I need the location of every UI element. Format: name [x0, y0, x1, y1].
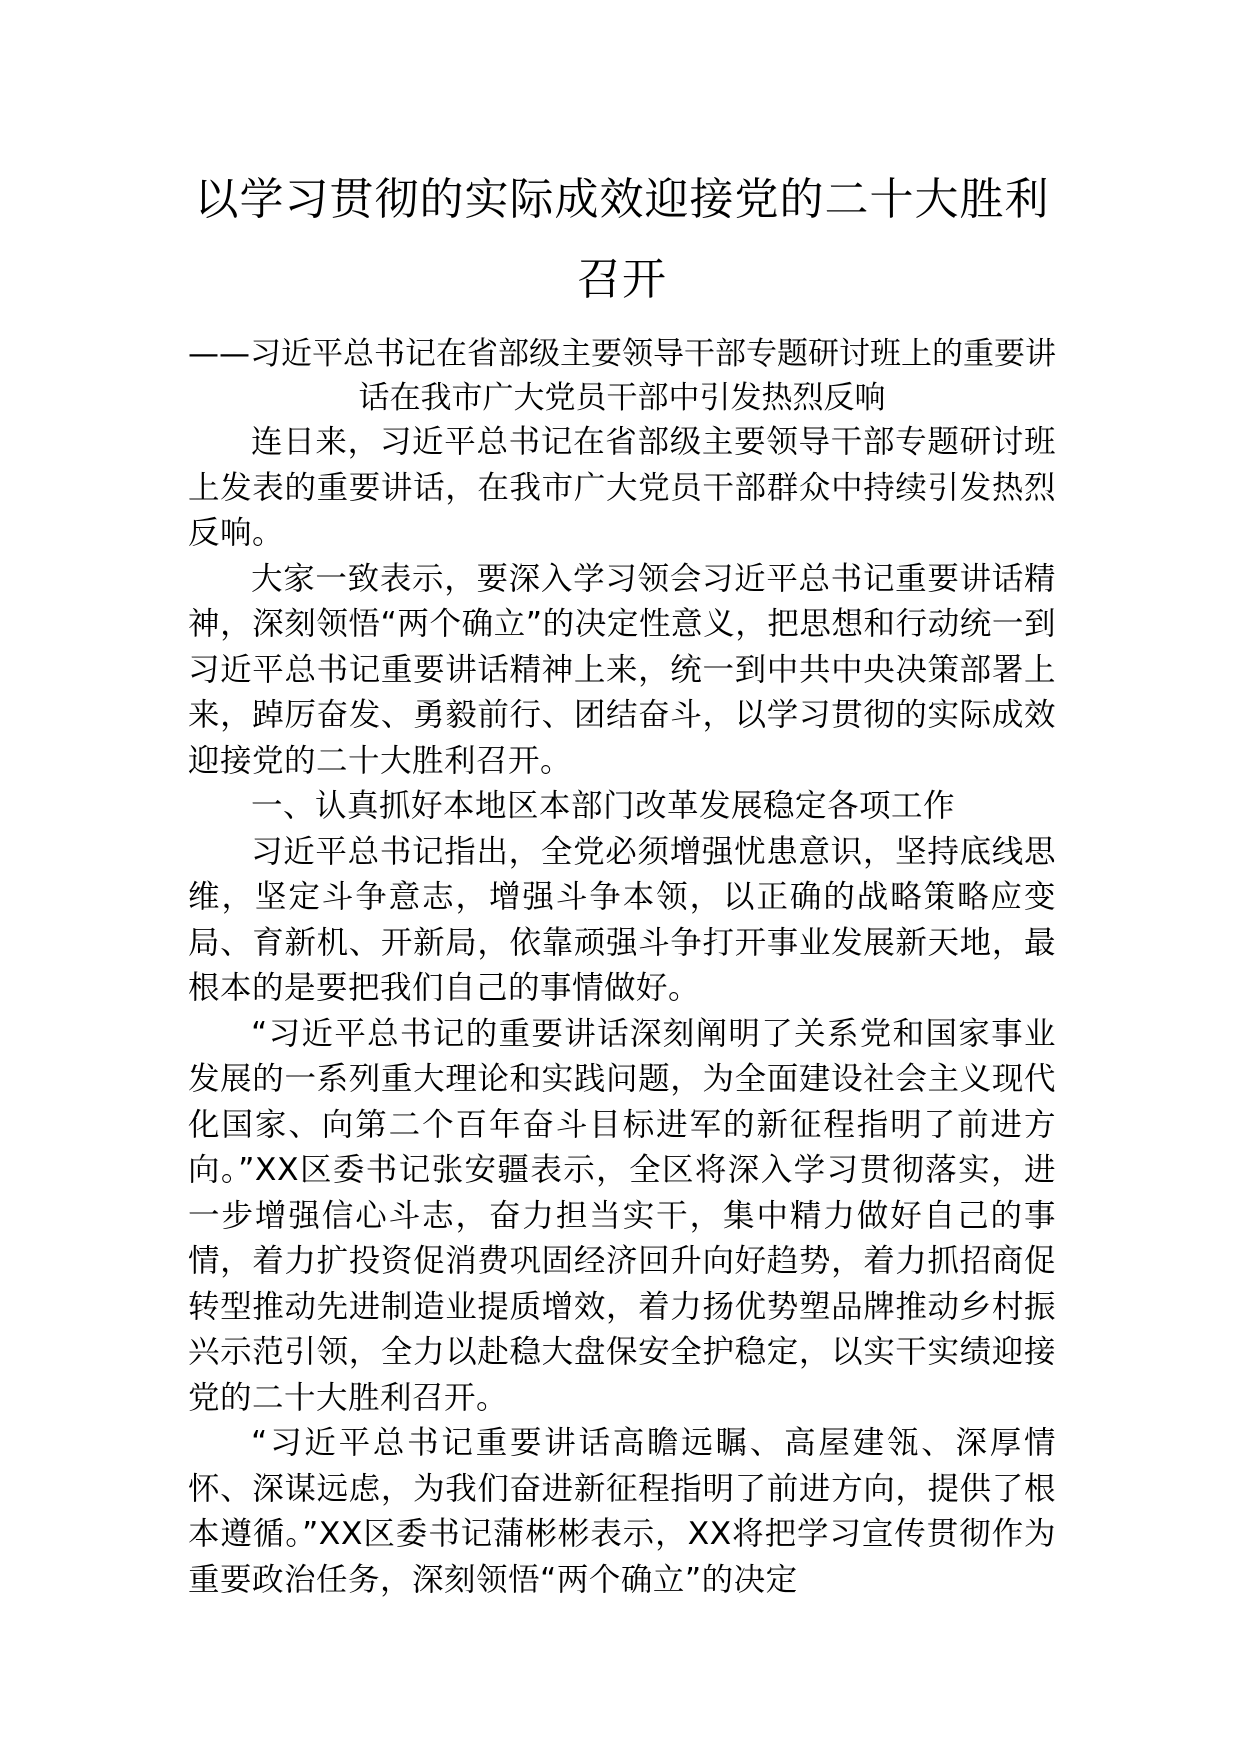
document-body	[188, 160, 1056, 1603]
paragraph: 连日来，习近平总书记在省部级主要领导干部专题研讨班上发表的重要讲话，在我市广大党员干部群众中持续引发热烈反响。	[188, 424, 1056, 551]
paragraph: “习近平总书记的重要讲话深刻阐明了关系党和国家事业发展的一系列重大理论和实践问题，为全面建设社会主义现代化国家、向第二个百年奋斗目标进军的新征程指明了前进方向。”XX区委书记张安疆表示，全区将深入学习贯彻落实，进一步增强信心斗志，奋力担当实干，集中精力做好自己的事情，着力扩投资促消费巩固经济回升向好趋势，着力抓招商促转型推动先进制造业提质增效，着力扬优势塑品牌推动乡村振兴示范引领，全力以赴稳大盘保安全护稳定，以实干实绩迎接党的二十大胜利召开。	[188, 1015, 1056, 1416]
paragraph: “习近平总书记重要讲话高瞻远瞩、高屋建瓴、深厚情怀、深谋远虑，为我们奋进新征程指明了前进方向，提供了根本遵循。”XX区委书记蒲彬彬表示，XX将把学习宣传贯彻作为重要政治任务，深刻领悟“两个确立”的决定	[188, 1425, 1056, 1598]
document-subtitle: ——习近平总书记在省部级主要领导干部专题研讨班上的重要讲话在我市广大党员干部中引发热烈反响	[188, 336, 1056, 416]
document-title: 以学习贯彻的实际成效迎接党的二十大胜利召开	[194, 174, 1050, 305]
paragraph: 大家一致表示，要深入学习领会习近平总书记重要讲话精神，深刻领悟“两个确立”的决定性意义，把思想和行动统一到习近平总书记重要讲话精神上来，统一到中共中央决策部署上来，踔厉奋发、勇毅前行、团结奋斗，以学习贯彻的实际成效迎接党的二十大胜利召开。	[188, 560, 1056, 779]
paragraph: 习近平总书记指出，全党必须增强忧患意识，坚持底线思维，坚定斗争意志，增强斗争本领，以正确的战略策略应变局、育新机、开新局，依靠顽强斗争打开事业发展新天地，最根本的是要把我们自己的事情做好。	[188, 833, 1056, 1006]
section-heading: 一、认真抓好本地区本部门改革发展稳定各项工作	[251, 788, 956, 824]
